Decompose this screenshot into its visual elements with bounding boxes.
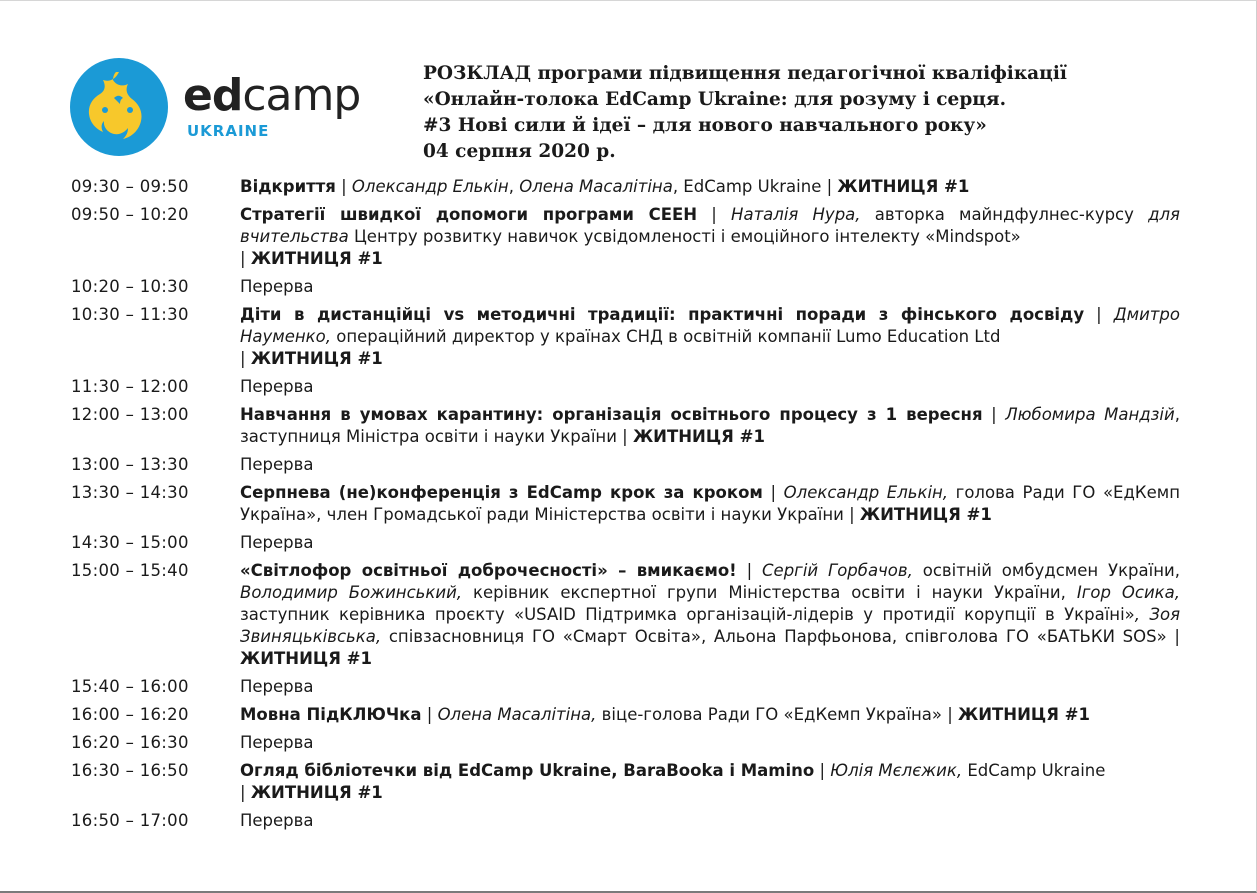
schedule-row (71, 760, 1181, 804)
schedule-description (240, 304, 1180, 370)
schedule-text: | (814, 761, 831, 780)
schedule-text: керівник експертної групи Міністерства освіти і науки України, (462, 583, 1077, 602)
schedule-text: Центру розвитку навичок усвідомленості і емоційного інтелекту «Mindspot» (348, 227, 1021, 246)
schedule-title-text: Відкриття (240, 177, 336, 196)
speaker-name: Ігор Осика, (1076, 583, 1180, 602)
schedule-text: | (335, 177, 352, 196)
schedule-text: Перерва (240, 377, 314, 396)
document-header (423, 61, 1123, 165)
schedule-text: EdCamp Ukraine (962, 761, 1106, 780)
schedule-description (240, 810, 1180, 832)
schedule-text: , EdCamp Ukraine | (672, 177, 838, 196)
edcamp-flame-icon (70, 58, 168, 156)
schedule-description (240, 704, 1180, 726)
schedule-title-text: ЖИТНИЦЯ #1 (958, 705, 1090, 724)
schedule-text: | (421, 705, 438, 724)
schedule-text: Перерва (240, 811, 314, 830)
header-program-name: «Онлайн-толока EdCamp Ukraine: для розуму і серця. (423, 89, 1007, 110)
schedule-text: віце-голова Ради ГО «ЕдКемп Україна» | (596, 705, 959, 724)
speaker-name: Дмитро Науменко, (240, 305, 1180, 346)
schedule-time: 14:30 – 15:00 (71, 533, 189, 552)
schedule-time: 10:20 – 10:30 (71, 277, 189, 296)
schedule-row (71, 376, 1181, 398)
speaker-name: Олена Масалітіна, (437, 705, 597, 724)
schedule-time: 15:40 – 16:00 (71, 677, 189, 696)
schedule-text: | (240, 249, 251, 268)
schedule-text: , заступниця Міністра освіти і науки України | (240, 405, 1180, 446)
speaker-name: Володимир Божинський, (240, 583, 463, 602)
schedule-text: авторка майндфулнес-курсу (860, 205, 1149, 224)
schedule-text: | (697, 205, 732, 224)
schedule-description (240, 732, 1180, 754)
schedule-time: 10:30 – 11:30 (71, 305, 189, 324)
schedule-time: 12:00 – 13:00 (71, 405, 189, 424)
schedule-row (71, 704, 1181, 726)
schedule-text: | (762, 483, 784, 502)
edcamp-logo (70, 58, 360, 158)
schedule-time: 16:30 – 16:50 (71, 761, 189, 780)
schedule-title-text: Стратегії швидкої допомоги програми СЕЕН (240, 205, 698, 224)
speaker-name: Наталія Нура, (731, 205, 861, 224)
schedule-title-text: ЖИТНИЦЯ #1 (632, 427, 765, 446)
schedule-text: голова Ради ГО «ЕдКемп Україна», член Громадської ради Міністерства освіти і науки України | (240, 483, 1180, 524)
schedule-text: Перерва (240, 533, 314, 552)
schedule-row (71, 810, 1181, 832)
schedule-description (240, 376, 1180, 398)
schedule-title-text: ЖИТНИЦЯ #1 (250, 349, 383, 368)
schedule-text: операційний директор у країнах СНД в освітній компанії Lumo Education Ltd (330, 327, 1001, 346)
schedule-text: Перерва (240, 677, 314, 696)
schedule-title-text: Серпнева (не)конференція з EdCamp крок за кроком (240, 483, 763, 502)
schedule-time: 16:20 – 16:30 (71, 733, 189, 752)
schedule-title-text: Навчання в умовах карантину: організація освітнього процесу з 1 вересня (240, 405, 983, 424)
schedule-time: 11:30 – 12:00 (71, 377, 189, 396)
schedule-row (71, 454, 1181, 476)
speaker-name: Юлія Мєлєжик, (830, 761, 963, 780)
schedule-title-text: ЖИТНИЦЯ #1 (250, 249, 383, 268)
schedule-time: 15:00 – 15:40 (71, 561, 189, 580)
schedule-text: | (240, 349, 251, 368)
schedule-description (240, 532, 1180, 554)
schedule-list (71, 176, 1181, 838)
speaker-name: Сергій Горбачов, (762, 561, 913, 580)
schedule-text: освітній омбудсмен України, (912, 561, 1180, 580)
schedule-row (71, 404, 1181, 448)
schedule-description (240, 760, 1180, 804)
speaker-name: Любомира Мандзій (1005, 405, 1175, 424)
schedule-description (240, 454, 1180, 476)
schedule-row (71, 304, 1181, 370)
schedule-time: 09:50 – 10:20 (71, 205, 189, 224)
schedule-text: | (240, 783, 251, 802)
schedule-row (71, 732, 1181, 754)
schedule-title-text: ЖИТНИЦЯ #1 (250, 783, 383, 802)
speaker-name: Олена Масалітіна (519, 177, 673, 196)
header-date: 04 серпня 2020 р. (423, 141, 616, 162)
edcamp-wordmark: edcamp (183, 70, 361, 121)
schedule-time: 09:30 – 09:50 (71, 177, 189, 196)
schedule-description (240, 204, 1180, 270)
schedule-row (71, 276, 1181, 298)
speaker-name: Олександр Елькін (351, 177, 509, 196)
speaker-name: для вчительства (240, 205, 1180, 246)
header-title: РОЗКЛАД програми підвищення педагогічної кваліфікації (423, 63, 1067, 84)
schedule-text: Перерва (240, 455, 314, 474)
schedule-text: заступник керівника проєкту «USAID Підтримка організацій-лідерів у протидії корупції в Україні» (240, 605, 1135, 624)
header-subtitle: #3 Нові сили й ідеї – для нового навчального року» (423, 115, 987, 136)
schedule-text: | (982, 405, 1006, 424)
schedule-text: Перерва (240, 733, 314, 752)
schedule-time: 16:50 – 17:00 (71, 811, 189, 830)
schedule-description (240, 482, 1180, 526)
schedule-title-text: Огляд бібліотечки від EdCamp Ukraine, BaraBooka і Mamino (240, 761, 815, 780)
speaker-name: , Зоя Звиняцьківська, (240, 605, 1180, 646)
schedule-title-text: ЖИТНИЦЯ #1 (240, 649, 372, 668)
schedule-row (71, 204, 1181, 270)
schedule-description (240, 404, 1180, 448)
speaker-name: Олександр Елькін, (783, 483, 949, 502)
schedule-description (240, 560, 1180, 670)
schedule-description (240, 176, 1180, 198)
schedule-title-text: «Світлофор освітньої доброчесності» – вмикаємо! (240, 561, 737, 580)
schedule-row (71, 676, 1181, 698)
schedule-row (71, 176, 1181, 198)
schedule-text: співзасновниця ГО «Смарт Освіта», Альона Парфьонова, співголова ГО «БАТЬКИ SOS» | (381, 627, 1180, 646)
schedule-text: Перерва (240, 277, 314, 296)
schedule-row (71, 482, 1181, 526)
schedule-time: 16:00 – 16:20 (71, 705, 189, 724)
schedule-text: , (508, 177, 520, 196)
schedule-title-text: ЖИТНИЦЯ #1 (859, 505, 992, 524)
schedule-text: | (736, 561, 763, 580)
schedule-title-text: ЖИТНИЦЯ #1 (837, 177, 970, 196)
schedule-text: | (1084, 305, 1114, 324)
schedule-title-text: Мовна ПідКЛЮЧка (240, 705, 422, 724)
schedule-row (71, 560, 1181, 670)
schedule-description (240, 276, 1180, 298)
schedule-description (240, 676, 1180, 698)
schedule-title-text: Діти в дистанційці vs методичні традиції: практичні поради з фінського досвіду (240, 305, 1085, 324)
schedule-time: 13:30 – 14:30 (71, 483, 189, 502)
schedule-time: 13:00 – 13:30 (71, 455, 189, 474)
edcamp-subtitle: UKRAINE (187, 122, 270, 140)
schedule-row (71, 532, 1181, 554)
